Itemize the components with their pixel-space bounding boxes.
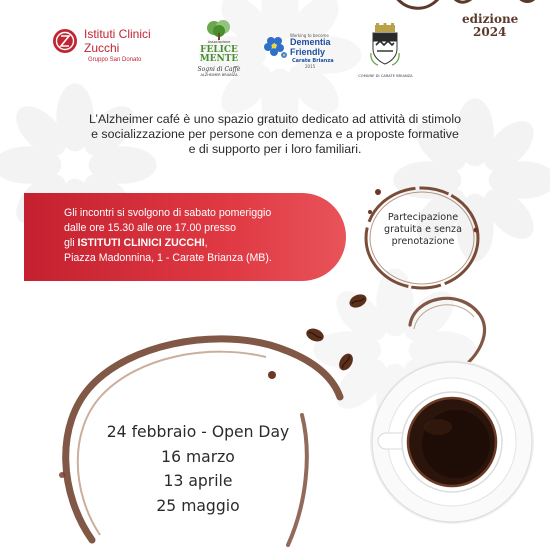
intro-line1: L’Alzheimer café è uno spazio gratuito dedicato ad attività di stimolo [89, 112, 461, 126]
felice-line2: MENTE [199, 54, 239, 64]
dementia-title-line1: Dementia [290, 37, 331, 47]
dementia-title [290, 38, 331, 57]
forget-me-not-icon [262, 35, 290, 61]
istituti-clinici-zucchi-logo [52, 27, 177, 71]
dementia-small-label: Working to become [290, 33, 329, 38]
edition-word: edizione [462, 12, 519, 26]
event-date: 24 febbraio - Open Day [106, 423, 290, 441]
felice-script: Sogni di Caffè [197, 66, 241, 73]
badge-line2: gratuita e senza [384, 224, 462, 235]
meeting-info-text [64, 206, 272, 266]
meeting-line1: Gli incontri si svolgono di sabato pomeriggio [64, 207, 272, 219]
istituti-name-line1: Istituti Clinici [84, 27, 151, 41]
event-date: 25 maggio [156, 496, 240, 515]
istituti-clinici-logo-icon [52, 28, 78, 54]
meeting-line3 [64, 236, 272, 251]
felice-small-label: Associazione [207, 40, 231, 44]
coffee-cup-icon [352, 347, 542, 537]
badge-line3: prenotazione [391, 236, 455, 247]
meeting-venue: ISTITUTI CLINICI ZUCCHI [77, 237, 205, 249]
istituti-group: Gruppo San Donato [88, 57, 142, 63]
istituti-name-line2: Zucchi [84, 41, 120, 55]
city-crest-icon [368, 23, 402, 67]
meeting-line4: Piazza Madonnina, 1 - Carate Brianza (MB). [64, 252, 272, 264]
coffee-bean-icon [303, 325, 327, 345]
dementia-title-line2: Friendly [290, 46, 326, 57]
felice-mente-logo [189, 20, 249, 78]
meeting-info-panel [24, 193, 346, 281]
edition-year: 2024 [473, 25, 507, 39]
comune-label: COMUNE DI CARATE BRIANZA [358, 74, 413, 78]
felice-line1: FELICE [200, 45, 238, 55]
intro-line2: e socializzazione per persone con demenza e a proposte formative [91, 127, 459, 141]
dementia-place: Carate Brianza [292, 58, 334, 64]
badge-line1: Partecipazione [387, 212, 459, 223]
free-participation-badge [368, 212, 478, 248]
felice-sub: ALZHEIMER BRIANZA [200, 73, 238, 77]
meeting-line2: dalle ore 15.30 alle ore 17.00 presso [64, 222, 236, 234]
dementia-year: 2015 [305, 64, 316, 69]
intro-line3: e di supporto per i loro familiari. [188, 142, 362, 156]
dementia-friendly-logo [262, 33, 342, 73]
event-date: 13 aprile [163, 472, 233, 490]
coffee-bean-icon [346, 290, 370, 311]
meeting-line3-suffix: , [204, 237, 208, 249]
intro-paragraph [60, 112, 490, 157]
istituti-name [84, 27, 151, 55]
event-date: 16 marzo [161, 447, 235, 466]
event-dates [68, 420, 328, 518]
comune-logo [358, 23, 413, 85]
meeting-line3-prefix: gli [64, 237, 78, 249]
tree-icon [205, 20, 233, 40]
